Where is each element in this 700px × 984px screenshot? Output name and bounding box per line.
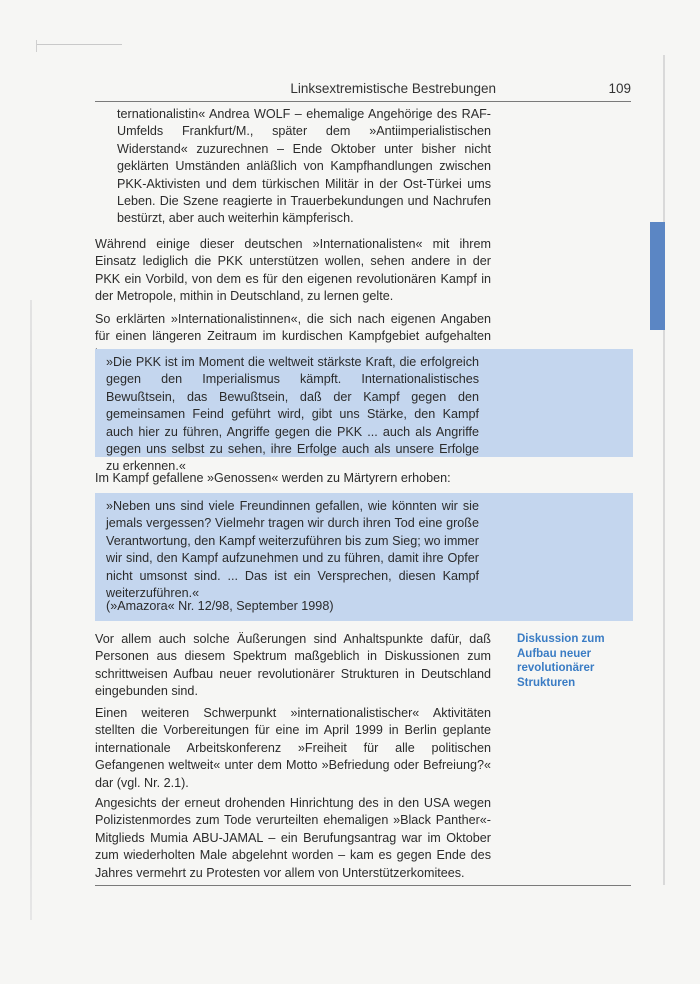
quote-pkk-text: »Die PKK ist im Moment die weltweit stärkste Kraft, die erfolgreich gegen den Imperialismus kämpft. Internationalistisches Bewußtsein, das Bewußtsein, daß der Kampf gegen den gemeinsamen Feind geführt wird, gibt uns Stärke, den Kampf auch hier zu führen, Angriffe gegen die PKK ... auch als Angriffe gegen uns selbst zu sehen, ihre Erfolge auch als unsere Erfolge zu erkennen.« [106, 355, 479, 474]
paragraph-revolutionary-structures: Vor allem auch solche Äußerungen sind Anhaltspunkte dafür, daß Personen aus diesem Spektrum maßgeblich in Diskussionen zum schrittweisen Aufbau neuer revolutionärer Strukturen in Deutschland eingebunden sind. [95, 632, 491, 699]
page-right-edge [663, 55, 665, 885]
page-number: 109 [608, 81, 631, 96]
footer-rule [95, 885, 631, 886]
margin-note-discussion: Diskussion zum Aufbau neuer revolutionärer Strukturen [517, 633, 605, 689]
paragraph-continuation: ternationalistin« Andrea WOLF – ehemalige Angehörige des RAF-Umfelds Frankfurt/M., später dem »Antiimperialistischen Widerstand« zuzurechnen – Ende Oktober unter bisher nicht geklärten Umständen anläßlich von Kampfhandlungen zwischen PKK-Aktivisten und dem türkischen Militär in der Ost-Türkei ums Leben. Die Szene reagierte in Trauerbekundungen und Nachrufen bestürzt, aber auch weiterhin kämpferisch. [117, 107, 491, 226]
scan-artifact-line [36, 44, 122, 45]
running-header-title: Linksextremistische Bestrebungen [290, 81, 496, 96]
running-header [95, 81, 631, 103]
page-gutter-shadow [30, 300, 32, 920]
header-rule [95, 101, 631, 102]
scan-artifact-tick [36, 40, 37, 52]
paragraph-martyrs-intro: Im Kampf gefallene »Genossen« werden zu Märtyrern erhoben: [95, 471, 451, 485]
quote-amazora-source: (»Amazora« Nr. 12/98, September 1998) [106, 599, 334, 613]
chapter-tab-marker [650, 222, 665, 330]
paragraph-conference: Einen weiteren Schwerpunkt »internationalistischer« Aktivitäten stellten die Vorbereitungen für eine im April 1999 in Berlin geplante internationale Arbeitskonferenz »Freiheit für alle politischen Gefangenen weltweit« unter dem Motto »Befriedung oder Befreiung?« dar (vgl. Nr. 2.1). [95, 706, 491, 790]
quote-box-pkk [95, 349, 633, 474]
paragraph-statement-intro: So erklärten »Internationalistinnen«, die sich nach eigenen Angaben für einen längeren Zeitraum im kurdischen Kampfgebiet aufgehalten [95, 312, 491, 344]
quote-box-amazora [95, 493, 633, 621]
paragraph-abu-jamal: Angesichts der erneut drohenden Hinrichtung des in den USA wegen Polizistenmordes zum Tode verurteilten ehemaligen »Black Panther«-Mitglieds Mumia ABU-JAMAL – ein Berufungsantrag war im Oktober zum wiederholten Male abgelehnt worden – kam es gegen Ende des Jahres vermehrt zu Protesten vor allem von Unterstützerkomitees. [95, 796, 491, 880]
quote-amazora-text: »Neben uns sind viele Freundinnen gefallen, wie könnten wir sie jemals vergessen? Vielmehr tragen wir durch ihren Tod eine große Verantwortung, den Kampf weiterzuführen bis zum Sieg; wo immer wir sind, den Kampf aufzunehmen und zu führen, damit ihre Opfer nicht umsonst sind. ... Das ist ein Versprechen, diesen Kampf weiterzuführen.« [106, 499, 479, 601]
paragraph-internationalists: Während einige dieser deutschen »Internationalisten« mit ihrem Einsatz lediglich die PKK unterstützen wollen, sehen andere in der PKK ein Vorbild, von dem es für den eigenen revolutionären Kampf in der Metropole, mithin in Deutschland, zu lernen gelte. [95, 237, 491, 304]
